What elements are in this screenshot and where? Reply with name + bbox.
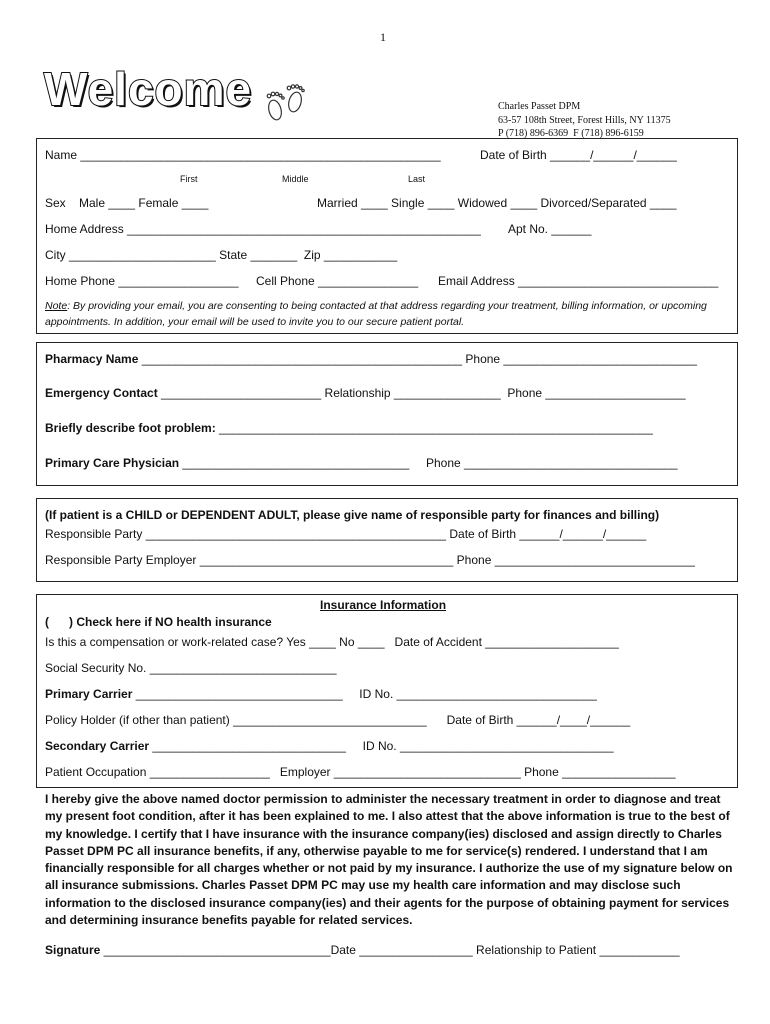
responsible-employer-field[interactable]: Responsible Party Employer ______________________________________ Phone ______________________________	[45, 553, 695, 567]
primary-carrier-line: _______________________________ ID No. ______________________________	[132, 687, 597, 701]
email-consent-note	[45, 298, 730, 330]
social-security-field[interactable]: Social Security No. ____________________________	[45, 661, 337, 675]
responsible-party-heading: (If patient is a CHILD or DEPENDENT ADULT, please give name of responsible party for finances and billing)	[45, 508, 660, 522]
signature-label: Signature	[45, 943, 101, 957]
welcome-heading: Welcome	[44, 63, 253, 115]
occupation-employer-field[interactable]: Patient Occupation __________________ Employer ____________________________ Phone _________________	[45, 765, 676, 779]
emergency-label: Emergency Contact	[45, 386, 158, 400]
note-label: Note	[45, 300, 68, 312]
pcp-line: __________________________________ Phone ________________________________	[179, 456, 678, 470]
policy-holder-field[interactable]: Policy Holder (if other than patient) _____________________________ Date of Birth ______/____/______	[45, 713, 631, 727]
emergency-contact-field[interactable]	[45, 386, 686, 400]
insurance-title: Insurance Information	[320, 598, 447, 612]
compensation-case-field[interactable]: Is this a compensation or work-related case? Yes ____ No ____ Date of Accident ____________________	[45, 635, 619, 649]
pharmacy-label: Pharmacy Name	[45, 352, 139, 366]
home-address-field[interactable]: Home Address _____________________________________________________	[45, 222, 481, 236]
secondary-carrier-line: _____________________________ ID No. ________________________________	[149, 739, 614, 753]
practice-phones: P (718) 896-6369 F (718) 896-6159	[498, 128, 644, 139]
cell-phone-field[interactable]: Cell Phone _______________	[256, 274, 419, 288]
signature-line: __________________________________Date _________________ Relationship to Patient ____________	[100, 943, 680, 957]
secondary-carrier-label: Secondary Carrier	[45, 739, 150, 753]
email-field[interactable]: Email Address ______________________________	[438, 274, 719, 288]
home-phone-field[interactable]: Home Phone __________________	[45, 274, 239, 288]
apt-number-field[interactable]: Apt No. ______	[508, 222, 592, 236]
secondary-carrier-field[interactable]	[45, 739, 614, 753]
marital-status-field[interactable]: Married ____ Single ____ Widowed ____ Divorced/Separated ____	[317, 196, 677, 210]
primary-carrier-field[interactable]	[45, 687, 597, 701]
city-state-zip-field[interactable]: City ______________________ State _______ Zip ___________	[45, 248, 398, 262]
middle-name-caption: Middle	[282, 174, 309, 184]
pharmacy-field[interactable]	[45, 352, 697, 366]
pcp-label: Primary Care Physician	[45, 456, 180, 470]
foot-problem-field[interactable]	[45, 421, 653, 435]
name-field[interactable]: Name ______________________________________________________	[45, 148, 441, 162]
no-insurance-checkbox[interactable]: ( ) Check here if NO health insurance	[45, 615, 272, 629]
foot-problem-line: _________________________________________________________________	[215, 421, 653, 435]
first-name-caption: First	[180, 174, 198, 184]
primary-carrier-label: Primary Carrier	[45, 687, 133, 701]
responsible-party-field[interactable]: Responsible Party _____________________________________________ Date of Birth ______/______/______	[45, 527, 647, 541]
pharmacy-line: ________________________________________________ Phone _____________________________	[138, 352, 697, 366]
sex-field[interactable]: Sex Male ____ Female ____	[45, 196, 209, 210]
signature-field[interactable]	[45, 943, 680, 957]
page-number: 1	[380, 30, 386, 44]
practice-name: Charles Passet DPM	[498, 101, 581, 112]
emergency-line: ________________________ Relationship ________________ Phone _____________________	[157, 386, 686, 400]
footprints-icon	[252, 64, 311, 131]
practice-address: 63-57 108th Street, Forest Hills, NY 11375	[498, 115, 671, 126]
last-name-caption: Last	[408, 174, 426, 184]
date-of-birth-field[interactable]: Date of Birth ______/______/______	[480, 148, 677, 162]
consent-paragraph: I hereby give the above named doctor permission to administer the necessary treatment in order to diagnose and treat my present foot condition, after it has been explained to me. I also attest that the above information is true to the best of my knowledge. I certify that I have insurance with the insurance company(ies) disclosed and assign directly to Charles Passet DPM PC all insurance benefits, if any, otherwise payable to me for service(s) rendered. I understand that I am financially responsible for all charges whether or not paid by my insurance. I authorize the use of my signature below on all insurance submissions. Charles Passet DPM PC may use my health care information and may disclose such information to the disclosed insurance company(ies) and their agents for the purpose of obtaining payment for services and determining insurance benefits payable for related services.	[45, 792, 733, 928]
foot-problem-label: Briefly describe foot problem:	[45, 421, 216, 435]
primary-care-physician-field[interactable]	[45, 456, 678, 470]
note-text: : By providing your email, you are consenting to being contacted at that address regarding your treatment, billing information, or upcoming appointments. In addition, your email will be used to invite you to our secure patient portal.	[45, 300, 707, 328]
